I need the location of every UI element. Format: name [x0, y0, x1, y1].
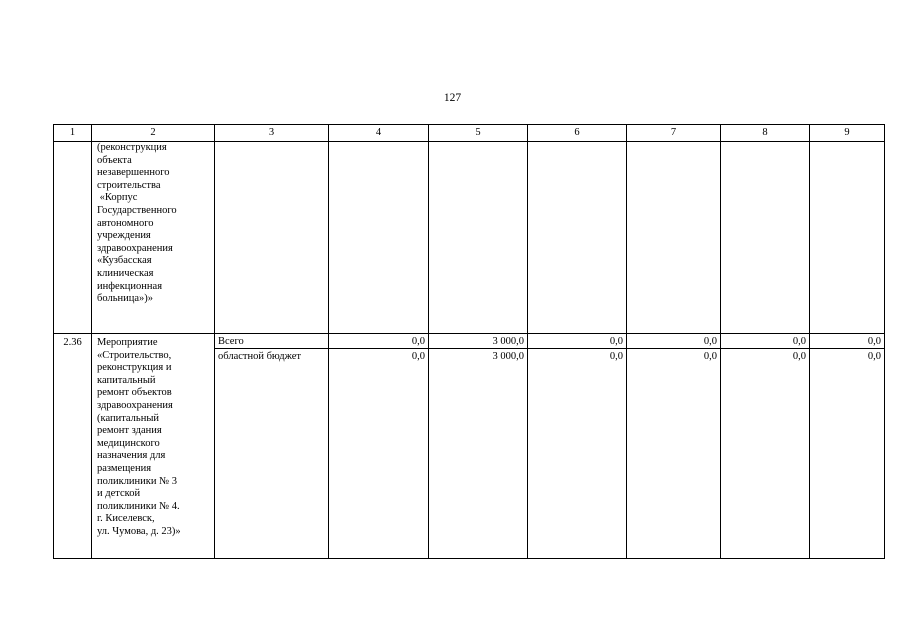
description-line: реконструкция и — [97, 362, 172, 374]
value-col-5 — [429, 334, 528, 559]
description-line: капитальный — [97, 374, 156, 386]
continuation-line: учреждения — [97, 230, 151, 242]
value-col-4 — [329, 334, 429, 559]
continuation-line: объекта — [97, 154, 132, 166]
continuation-cell — [429, 142, 528, 334]
budget-table — [53, 124, 885, 559]
description-line: Мероприятие — [97, 337, 158, 348]
description-line: здравоохранения — [97, 399, 173, 411]
value-col-6 — [528, 334, 627, 559]
description-line: поликлиники № 3 — [97, 475, 178, 487]
value-col-7 — [627, 334, 721, 559]
continuation-line: Государственного — [97, 204, 177, 216]
header-col-6: 6 — [528, 125, 627, 142]
header-col-4: 4 — [329, 125, 429, 142]
description-line: (капитальный — [97, 412, 159, 424]
header-row — [54, 125, 885, 142]
continuation-line: автономного — [97, 217, 154, 229]
description-line: назначения для — [97, 450, 166, 462]
row-id: 2.36 — [54, 334, 92, 559]
header-col-7: 7 — [627, 125, 721, 142]
value-total: 0,0 — [810, 334, 884, 349]
header-col-2: 2 — [92, 125, 215, 142]
continuation-line: клиническая — [97, 267, 154, 279]
value-total: 3 000,0 — [429, 334, 527, 349]
continuation-line: незавершенного — [97, 167, 170, 179]
value-regional: 0,0 — [792, 351, 806, 362]
description-line: ремонт здания — [97, 425, 162, 437]
value-col-9 — [810, 334, 885, 559]
continuation-line: больница»)» — [97, 293, 153, 305]
header-col-9: 9 — [810, 125, 885, 142]
continuation-cell — [528, 142, 627, 334]
continuation-line: инфекционная — [97, 280, 163, 292]
description-line: поликлиники № 4. — [97, 500, 180, 512]
row-2-36 — [54, 334, 885, 559]
header-col-8: 8 — [721, 125, 810, 142]
value-regional: 3 000,0 — [492, 351, 524, 362]
description-line: ремонт объектов — [97, 387, 172, 399]
funding-source-cell — [215, 334, 329, 559]
continuation-line: «Кузбасская — [97, 255, 152, 267]
continuation-line: «Корпус — [97, 192, 138, 204]
value-total: 0,0 — [528, 334, 626, 349]
continuation-description — [92, 142, 215, 334]
value-regional: 0,0 — [867, 351, 881, 362]
description-line: ул. Чумова, д. 23)» — [97, 525, 181, 537]
continuation-cell — [721, 142, 810, 334]
continuation-cell — [329, 142, 429, 334]
header-col-5: 5 — [429, 125, 528, 142]
value-total: 0,0 — [329, 334, 428, 349]
description-line: размещения — [97, 462, 152, 474]
continuation-cell — [810, 142, 885, 334]
continuation-row — [54, 142, 885, 334]
continuation-line: (реконструкция — [97, 142, 167, 153]
continuation-cell — [627, 142, 721, 334]
funding-source-regional: областной бюджет — [218, 351, 301, 362]
value-total: 0,0 — [721, 334, 809, 349]
header-col-1: 1 — [54, 125, 92, 142]
funding-source-total: Всего — [215, 334, 328, 349]
page-number: 127 — [443, 92, 462, 104]
continuation-line: здравоохранения — [97, 242, 173, 254]
row-description — [92, 334, 215, 559]
continuation-cell — [215, 142, 329, 334]
description-line: «Строительство, — [97, 349, 172, 361]
continuation-line: строительства — [97, 179, 161, 191]
value-regional: 0,0 — [411, 351, 425, 362]
value-regional: 0,0 — [703, 351, 717, 362]
value-col-8 — [721, 334, 810, 559]
value-regional: 0,0 — [609, 351, 623, 362]
description-line: и детской — [97, 488, 141, 500]
value-total: 0,0 — [627, 334, 720, 349]
header-col-3: 3 — [215, 125, 329, 142]
description-line: медицинского — [97, 437, 160, 449]
description-line: г. Киселевск, — [97, 513, 155, 525]
continuation-id — [54, 142, 92, 334]
